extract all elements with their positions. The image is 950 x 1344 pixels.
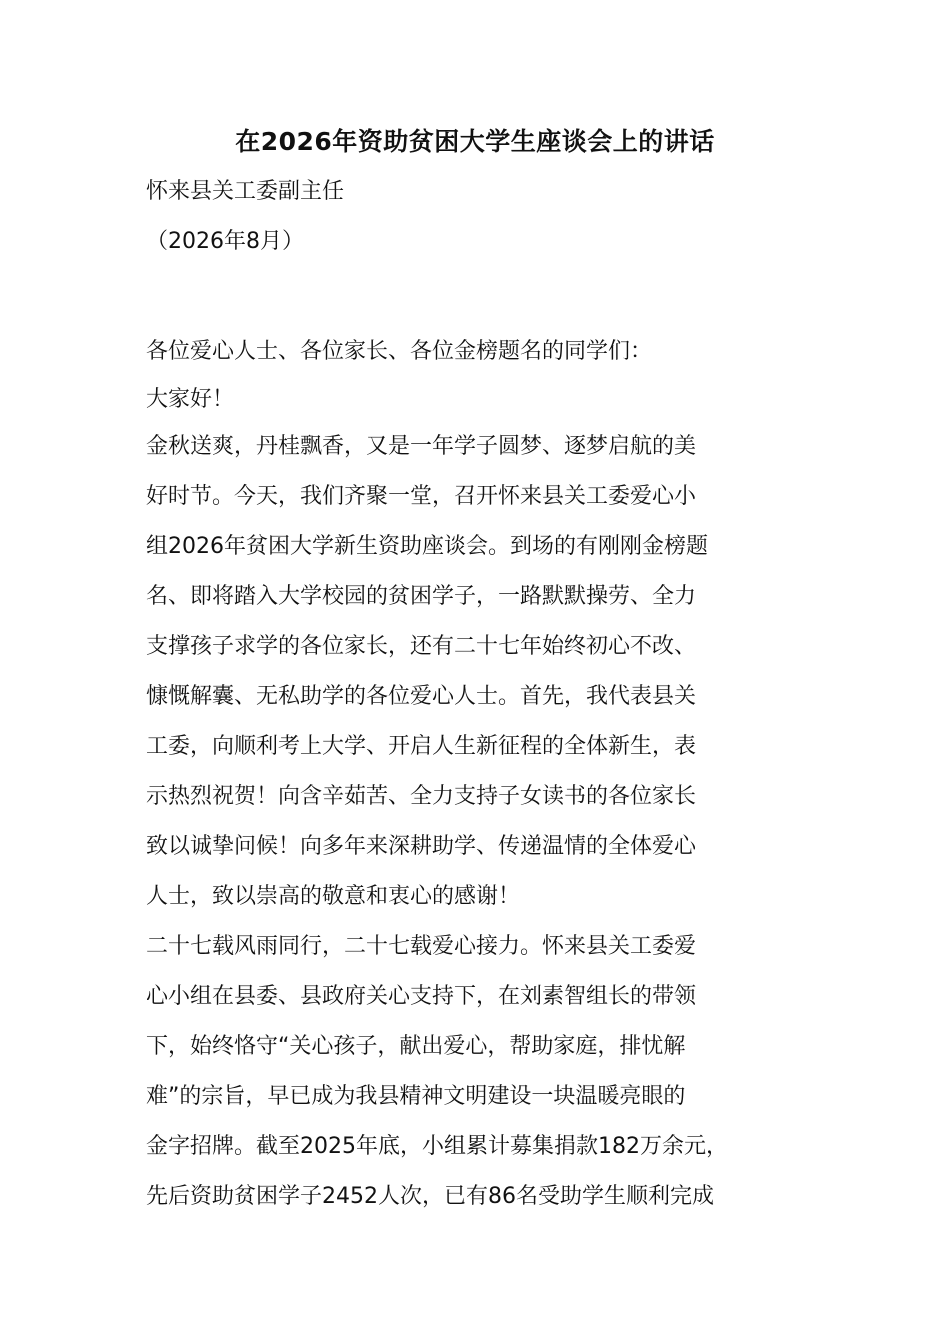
paragraph-line: 金秋送爽，丹桂飘香，又是一年学子圆梦、逐梦启航的美	[146, 434, 697, 459]
paragraph-line: 心小组在县委、县政府关心支持下，在刘素智组长的带领	[146, 984, 697, 1009]
document-body	[146, 172, 810, 1222]
paragraph-line: 下，始终恪守“关心孩子，献出爱心，帮助家庭，排忧解	[146, 1034, 686, 1059]
paragraph-line: 支撑孩子求学的各位家长，还有二十七年始终初心不改、	[146, 634, 697, 659]
paragraph-line: 难”的宗旨，早已成为我县精神文明建设一块温暖亮眼的	[146, 1084, 686, 1109]
spacer	[146, 262, 810, 332]
author-line: 怀来县关工委副主任	[146, 179, 345, 204]
paragraph-2	[146, 922, 810, 1222]
paragraph-1	[146, 422, 810, 922]
salutation-line: 各位爱心人士、各位家长、各位金榜题名的同学们：	[146, 339, 653, 364]
greeting-line: 大家好！	[146, 387, 235, 412]
paragraph-line: 先后资助贫困学子2452人次，已有86名受助学生顺利完成	[146, 1184, 714, 1209]
paragraph-line: 金字招牌。截至2025年底，小组累计募集捐款182万余元，	[146, 1134, 728, 1159]
paragraph-line: 好时节。今天，我们齐聚一堂，召开怀来县关工委爱心小	[146, 484, 697, 509]
paragraph-line: 二十七载风雨同行，二十七载爱心接力。怀来县关工委爱	[146, 934, 697, 959]
document-title: 在2026年资助贫困大学生座谈会上的讲话	[235, 127, 715, 156]
paragraph-line: 致以诚挚问候！向多年来深耕助学、传递温情的全体爱心	[146, 834, 697, 859]
paragraph-line: 人士，致以崇高的敬意和衷心的感谢！	[146, 884, 521, 909]
paragraph-line: 慷慨解囊、无私助学的各位爱心人士。首先，我代表县关	[146, 684, 697, 709]
paragraph-line: 组2026年贫困大学新生资助座谈会。到场的有刚刚金榜题	[146, 534, 708, 559]
paragraph-line: 名、即将踏入大学校园的贫困学子，一路默默操劳、全力	[146, 584, 697, 609]
paragraph-line: 工委，向顺利考上大学、开启人生新征程的全体新生，表	[146, 734, 697, 759]
date-line: （2026年8月）	[146, 229, 304, 254]
paragraph-line: 示热烈祝贺！向含辛茹苦、全力支持子女读书的各位家长	[146, 784, 697, 809]
